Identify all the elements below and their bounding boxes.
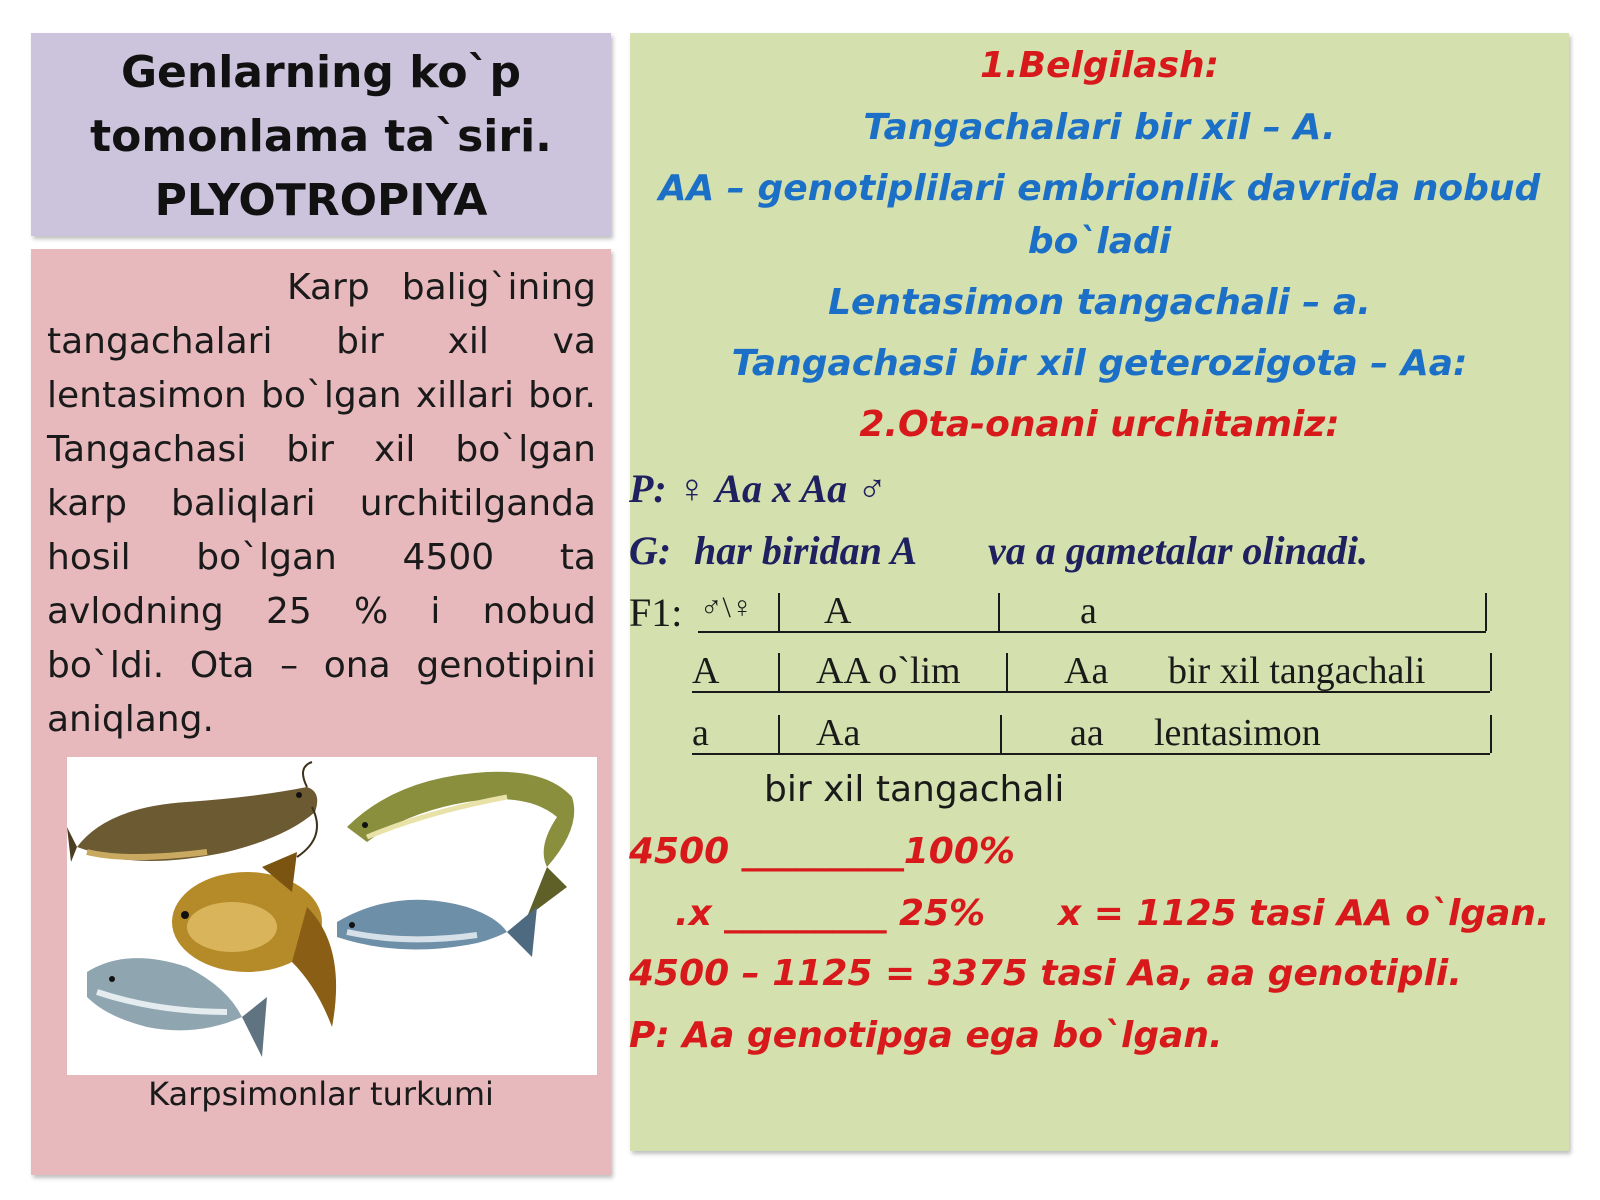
definition-3: Lentasimon tangachali – a. (828, 282, 1371, 323)
silver-fish-drawing (337, 900, 537, 957)
punnett-row-1-cell-1: AA o`lim (816, 650, 961, 692)
f1-label: F1: (629, 590, 683, 635)
title-line-1: Genlarning ko`p (120, 47, 522, 98)
gametes-label: G: (629, 528, 672, 573)
punnett-row-2-cell-2-phenotype: lentasimon (1154, 712, 1321, 754)
punnett-row-2-cell-2-genotype: aa (1070, 712, 1104, 754)
punnett-row-1-cell-2-phenotype: bir xil tangachali (1168, 650, 1426, 692)
problem-text-body: tangachalari bir xil va lentasimon bo`lgan xillari bor. Tangachasi bir xil bo`lgan karp baliqlari urchitilganda hosil bo`lgan 4500 ta avlodning 25 % i nobud bo`ldi. Ota – ona genotipini aniqlang. (47, 321, 596, 740)
parents-cross: P: ♀ Aa x Aa ♂ (629, 466, 888, 511)
calculation-2-right: x = 1125 tasi AA o`lgan. (1058, 893, 1550, 934)
definition-1: Tangachalari bir xil – A. (863, 107, 1336, 148)
punnett-col-1: A (824, 590, 852, 632)
answer: P: Aa genotipga ega bo`lgan. (629, 1015, 1223, 1056)
step2-heading: 2.Ota-onani urchitamiz: (859, 404, 1340, 445)
definition-4: Tangachasi bir xil geterozigota – Aa: (731, 343, 1468, 384)
calculation-1: 4500 _________100% (629, 831, 1015, 872)
pike-drawing (347, 772, 574, 917)
title-line-3: PLYOTROPIYA (154, 175, 488, 226)
bream-drawing (87, 958, 267, 1057)
definition-2-line-1: AA – genotiplilari embrionlik davrida nobud (658, 168, 1541, 209)
punnett-row-1-label: A (692, 650, 720, 692)
step1-heading: 1.Belgilash: (979, 45, 1220, 86)
catfish-drawing (67, 762, 317, 862)
definition-2-line-2: bo`ladi (1027, 221, 1172, 262)
punnett-row-1-cell-2-genotype: Aa (1064, 650, 1109, 692)
calculation-3: 4500 – 1125 = 3375 tasi Aa, aa genotipli. (629, 953, 1462, 994)
solution-box (630, 33, 1569, 1151)
gametes-text-2: va a gametalar olinadi. (988, 528, 1368, 573)
calculation-2-left: .x _________ 25% (675, 893, 986, 934)
gametes-text-1: har biridan A (694, 528, 918, 573)
problem-box (31, 249, 611, 1175)
title-box (31, 33, 611, 236)
title-line-2: tomonlama ta`siri. (90, 111, 552, 162)
punnett-row-2-label: a (692, 712, 709, 754)
fish-illustration (67, 757, 597, 1075)
punnett-note: bir xil tangachali (764, 769, 1065, 810)
image-caption: Karpsimonlar turkumi (148, 1075, 494, 1113)
punnett-col-2: a (1080, 590, 1097, 632)
punnett-row-2-cell-1: Aa (816, 712, 861, 754)
problem-text-lead: Karp balig`ining (287, 267, 596, 308)
punnett-corner: ♂\♀ (700, 591, 754, 624)
problem-text (47, 261, 596, 747)
